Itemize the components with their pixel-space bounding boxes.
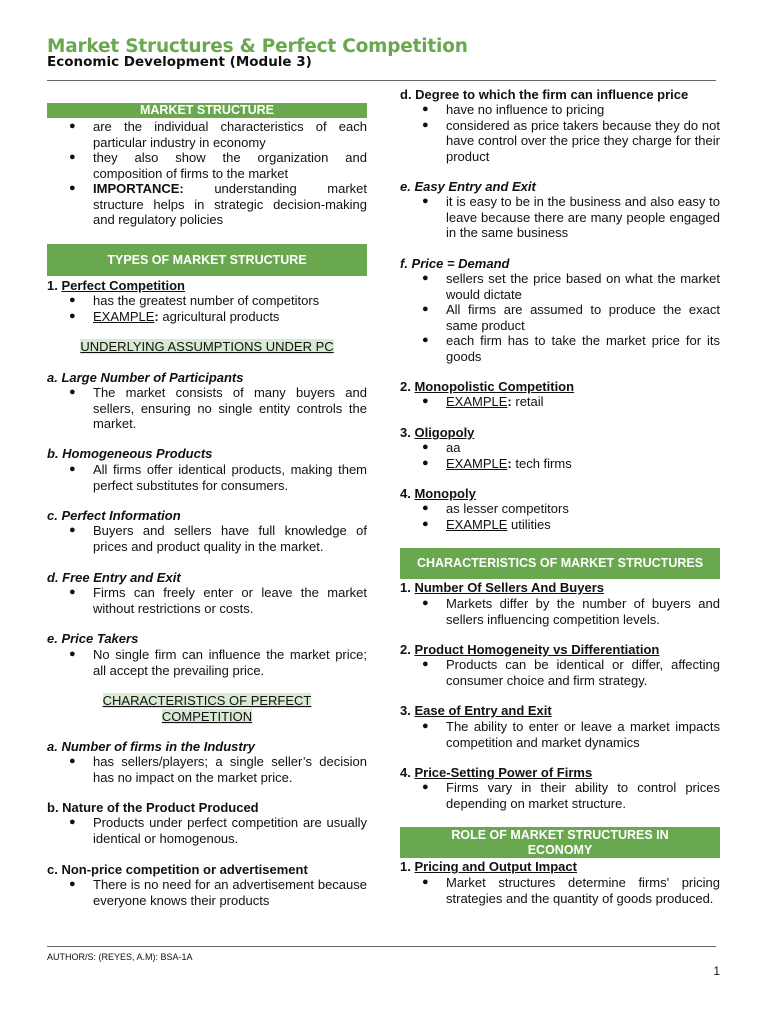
perfect-competition-list — [47, 293, 367, 324]
bullet-icon: ● — [422, 781, 429, 793]
assumption-list — [47, 523, 367, 554]
list-item: ● Firms vary in their ability to control prices depending on market structure. — [422, 780, 720, 811]
characteristic-list — [47, 877, 367, 908]
bullet-icon: ● — [422, 456, 429, 469]
characteristic-ms-list — [400, 719, 720, 750]
list-item: ● as lesser competitors — [422, 501, 569, 516]
bullet-icon: ● — [69, 816, 76, 828]
assumption-title: e. Price Takers — [47, 631, 139, 646]
bullet-icon: ● — [422, 272, 429, 284]
oligopoly-heading: 3. Oligopoly — [400, 425, 475, 440]
list-item: ● have no influence to pricing — [422, 102, 605, 117]
list-item: ● considered as price takers because they do not have control over the price they charge for their product — [422, 117, 720, 164]
list-item-example: ● EXAMPLE: retail — [422, 394, 544, 409]
list-item: ● Buyers and sellers have full knowledge of prices and product quality in the market. — [69, 523, 367, 554]
bullet-icon: ● — [422, 395, 429, 407]
assumption-list — [47, 385, 367, 432]
monopolistic-heading: 2. Monopolistic Competition — [400, 379, 575, 394]
easy-entry-list — [400, 194, 720, 241]
bullet-icon: ● — [422, 103, 429, 115]
bullet-icon: ● — [422, 441, 429, 453]
characteristic-ms-heading: 3. Ease of Entry and Exit — [400, 703, 552, 718]
bullet-icon: ● — [69, 524, 76, 536]
importance-label: IMPORTANCE: — [93, 181, 184, 196]
bullet-icon: ● — [422, 720, 429, 732]
role-list — [400, 875, 720, 906]
characteristic-ms-list — [400, 780, 720, 811]
monopoly-list — [400, 501, 720, 532]
bullet-icon: ● — [69, 586, 76, 598]
list-item: ● sellers set the price based on what the market would dictate — [422, 271, 720, 302]
list-item: ● There is no need for an advertisement because everyone knows their products — [69, 877, 367, 908]
market-structure-list — [47, 119, 367, 228]
monopoly-heading: 4. Monopoly — [400, 486, 476, 501]
bullet-icon: ● — [69, 182, 76, 194]
list-item: ● has sellers/players; a single seller’s decision has no impact on the market price. — [69, 754, 367, 785]
easy-entry-heading: e. Easy Entry and Exit — [400, 179, 536, 194]
list-item: ● are the individual characteristics of each particular industry in economy — [69, 119, 367, 150]
characteristic-title: b. Nature of the Product Produced — [47, 800, 259, 815]
bullet-icon: ● — [422, 118, 429, 131]
assumption-title: c. Perfect Information — [47, 508, 181, 523]
characteristic-title: a. Number of firms in the Industry — [47, 739, 256, 754]
degree-heading: d. Degree to which the firm can influence price — [400, 87, 689, 102]
section-banner-types: TYPES OF MARKET STRUCTURE — [47, 244, 367, 276]
characteristic-ms-heading: 1. Number Of Sellers And Buyers — [400, 580, 604, 595]
characteristic-list — [47, 754, 367, 785]
bullet-icon: ● — [422, 303, 429, 315]
list-item: ● it is easy to be in the business and also easy to leave because there are many people engaged in the same business — [422, 194, 720, 240]
oligopoly-list — [400, 440, 720, 471]
list-item: ● The ability to enter or leave a market impacts competition and market dynamics — [422, 719, 720, 750]
list-item: ● has the greatest number of competitors — [69, 293, 320, 308]
bullet-icon: ● — [422, 334, 429, 346]
assumption-list — [47, 585, 367, 616]
assumptions-heading: UNDERLYING ASSUMPTIONS UNDER PC — [80, 339, 334, 354]
list-item-example: ● EXAMPLE: tech firms — [422, 455, 572, 471]
bullet-icon: ● — [422, 502, 429, 514]
price-demand-list — [400, 271, 720, 364]
bullet-icon: ● — [69, 151, 76, 163]
degree-list — [400, 102, 720, 164]
assumption-title: a. Large Number of Participants — [47, 370, 244, 385]
list-item: ● they also show the organization and composition of firms to the market — [69, 150, 367, 181]
list-item-example: ● EXAMPLE: agricultural products — [69, 308, 280, 324]
price-demand-heading: f. Price = Demand — [400, 256, 510, 271]
bullet-icon: ● — [69, 386, 76, 398]
header-divider — [47, 80, 716, 81]
list-item: ● All firms are assumed to produce the exact same product — [422, 302, 720, 333]
bullet-icon: ● — [69, 294, 76, 306]
assumption-list — [47, 647, 367, 678]
list-item: ● Products can be identical or differ, affecting consumer choice and firm strategy. — [422, 657, 720, 688]
footer-author: AUTHOR/S: (REYES, A.M): BSA-1A — [47, 952, 193, 962]
assumption-title: b. Homogeneous Products — [47, 446, 213, 461]
list-item: ● Market structures determine firms' pricing strategies and the quantity of goods produced. — [422, 875, 720, 906]
document-subtitle: Economic Development (Module 3) — [47, 54, 312, 70]
list-item: ● Markets differ by the number of buyers and sellers influencing competition levels. — [422, 596, 720, 627]
list-item-importance: ● IMPORTANCE: understanding market structure helps in strategic decision-making and regulatory policies — [69, 181, 367, 227]
section-banner-market-structure: MARKET STRUCTURE — [47, 103, 367, 118]
characteristic-ms-list — [400, 596, 720, 627]
document-title: Market Structures & Perfect Competition — [47, 36, 468, 57]
characteristic-title: c. Non-price competition or advertisement — [47, 862, 308, 877]
list-item: ● All firms offer identical products, making them perfect substitutes for consumers. — [69, 462, 367, 493]
bullet-icon: ● — [422, 195, 429, 207]
monopolistic-list — [400, 394, 720, 410]
section-banner-role: ROLE OF MARKET STRUCTURES IN ECONOMY — [400, 827, 720, 858]
bullet-icon: ● — [422, 597, 429, 609]
bullet-icon: ● — [69, 309, 76, 322]
bullet-icon: ● — [422, 517, 429, 530]
footer-divider — [47, 946, 716, 947]
list-item: ● Firms can freely enter or leave the market without restrictions or costs. — [69, 585, 367, 616]
list-item-example: ● EXAMPLE utilities — [422, 516, 551, 532]
list-item: ● The market consists of many buyers and sellers, ensuring no single entity controls the market. — [69, 385, 367, 431]
perfect-competition-heading: 1. Perfect Competition — [47, 278, 185, 293]
assumption-title: d. Free Entry and Exit — [47, 570, 181, 585]
page-number: 1 — [713, 964, 720, 978]
bullet-icon: ● — [69, 120, 76, 132]
section-banner-characteristics-ms: CHARACTERISTICS OF MARKET STRUCTURES — [400, 548, 720, 579]
bullet-icon: ● — [69, 755, 76, 767]
characteristic-ms-list — [400, 657, 720, 688]
bullet-icon: ● — [422, 876, 429, 888]
bullet-icon: ● — [69, 648, 76, 660]
role-heading: 1. Pricing and Output Impact — [400, 859, 577, 874]
characteristic-list — [47, 815, 367, 846]
bullet-icon: ● — [69, 878, 76, 890]
bullet-icon: ● — [422, 658, 429, 670]
characteristic-ms-heading: 4. Price-Setting Power of Firms — [400, 765, 593, 780]
list-item: ● each firm has to take the market price for its goods — [422, 333, 720, 364]
list-item: ● No single firm can influence the market price; all accept the prevailing price. — [69, 647, 367, 678]
bullet-icon: ● — [69, 463, 76, 475]
list-item: ● aa — [422, 440, 461, 455]
characteristic-ms-heading: 2. Product Homogeneity vs Differentiation — [400, 642, 660, 657]
list-item: ● Products under perfect competition are usually identical or homogenous. — [69, 815, 367, 846]
characteristics-pc-heading: CHARACTERISTICS OF PERFECT COMPETITION — [102, 693, 312, 724]
assumption-list — [47, 462, 367, 493]
